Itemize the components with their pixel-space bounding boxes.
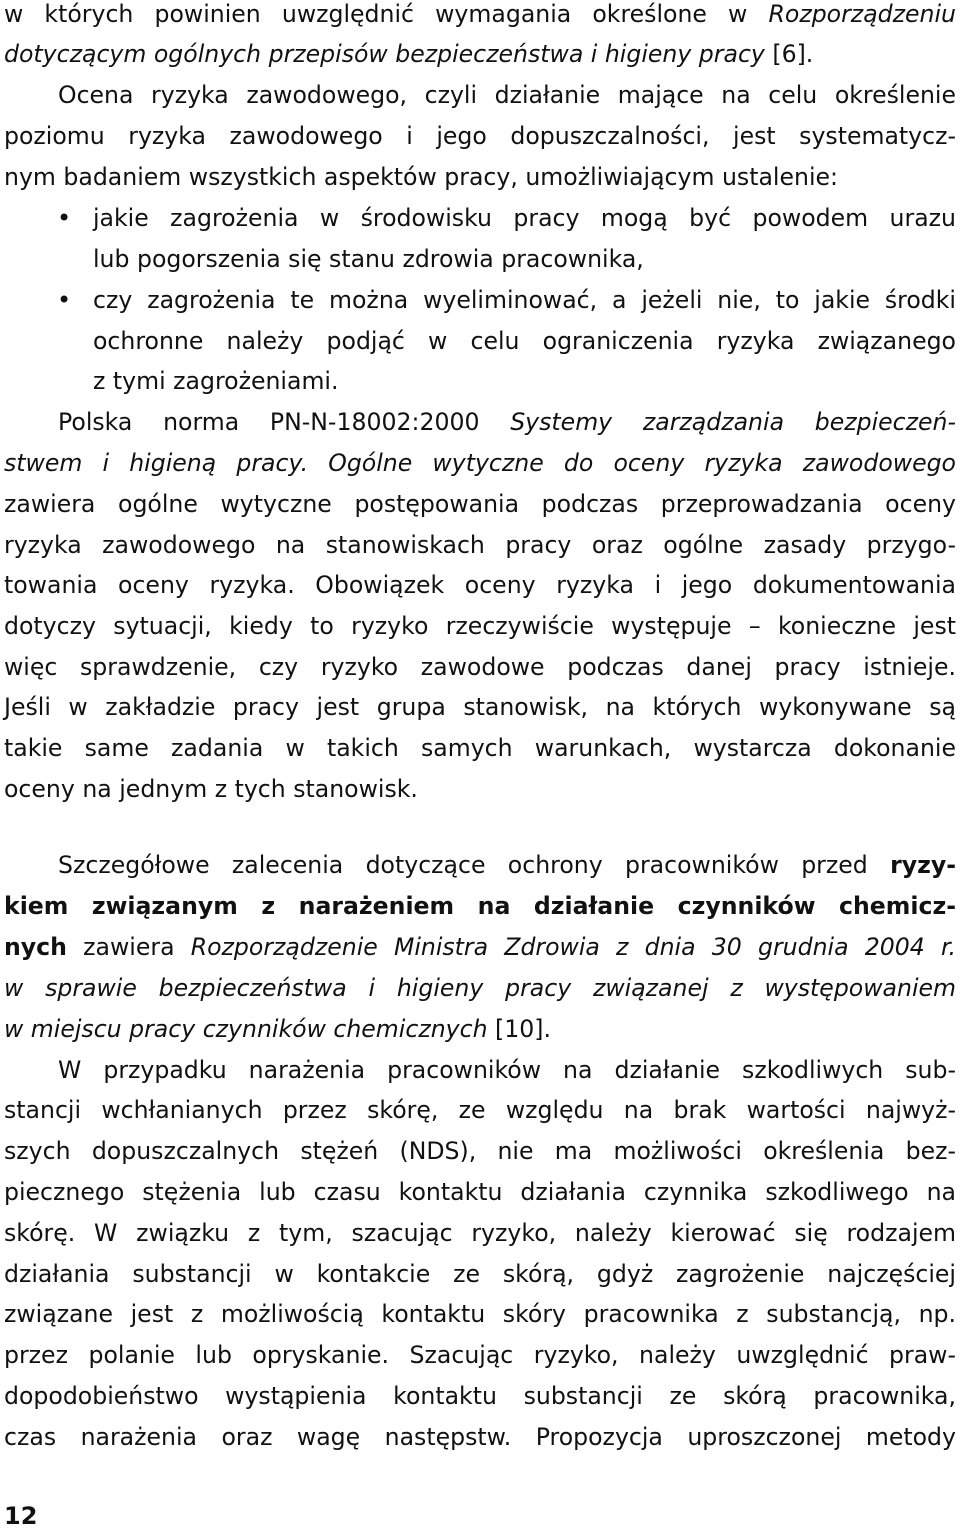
text-line: Jeśli w zakładzie pracy jest grupa stanowisk, na których wykonywane są	[4, 693, 956, 721]
text-line: stwem i higieną pracy. Ogólne wytyczne do oceny ryzyka zawodowego	[4, 449, 956, 477]
text-line	[4, 0, 956, 34]
text-line: zawiera ogólne wytyczne postępowania podczas przeprowadzania oceny	[4, 490, 956, 518]
italic-span: Systemy zarządzania bezpieczeń-	[510, 408, 956, 436]
text-span: [6].	[764, 40, 814, 68]
text-line	[4, 927, 956, 967]
text-line	[4, 1009, 956, 1049]
text-line: dopodobieństwo wystąpienia kontaktu substancji ze skórą pracownika,	[4, 1382, 956, 1410]
italic-span: Rozporządzenie Ministra Zdrowia z dnia 30 grudnia 2004 r.	[190, 933, 956, 961]
italic-span: w miejscu pracy czynników chemicznych	[4, 1015, 488, 1043]
text-line: czas narażenia oraz wagę następstw. Propozycja uproszczonej metody	[4, 1423, 956, 1451]
text-line: oceny na jednym z tych stanowisk.	[4, 775, 418, 803]
text-span: w których powinien uwzględnić wymagania określone w	[4, 0, 769, 28]
text-line: skórę. W związku z tym, szacując ryzyko, należy kierować się rodzajem	[4, 1219, 956, 1247]
text-span: Polska norma PN-N-18002:2000	[58, 408, 511, 436]
text-line: nym badaniem wszystkich aspektów pracy, umożliwiającym ustalenie:	[4, 163, 838, 191]
text-line	[58, 402, 956, 442]
text-line: przez polanie lub opryskanie. Szacując ryzyko, należy uwzględnić praw-	[4, 1341, 956, 1369]
list-item-line: jakie zagrożenia w środowisku pracy mogą być powodem urazu	[93, 204, 956, 232]
page-number: 12	[4, 1502, 38, 1530]
text-line: piecznego stężenia lub czasu kontaktu działania czynnika szkodliwego na	[4, 1178, 956, 1206]
list-item-line: czy zagrożenia te można wyeliminować, a jeżeli nie, to jakie środki	[93, 286, 956, 314]
text-line: związane jest z możliwością kontaktu skóry pracownika z substancją, np.	[4, 1300, 956, 1328]
text-line: ryzyka zawodowego na stanowiskach pracy oraz ogólne zasady przygo-	[4, 531, 956, 559]
italic-span: Rozporządzeniu	[768, 0, 956, 28]
text-line: towania oceny ryzyka. Obowiązek oceny ryzyka i jego dokumentowania	[4, 571, 956, 599]
list-item-line: lub pogorszenia się stanu zdrowia pracownika,	[93, 245, 644, 273]
text-line: w sprawie bezpieczeństwa i higieny pracy związanej z występowaniem	[4, 974, 956, 1002]
text-line: Ocena ryzyka zawodowego, czyli działanie mające na celu określenie	[58, 81, 956, 109]
bold-span: nych	[4, 933, 67, 961]
text-line: kiem związanym z narażeniem na działanie czynników chemicz-	[4, 892, 956, 920]
list-item-line: ochronne należy podjąć w celu ograniczenia ryzyka związanego	[93, 327, 956, 355]
text-span: zawiera	[66, 933, 191, 961]
bullet-icon: •	[57, 286, 72, 314]
bullet-icon: •	[57, 204, 72, 232]
italic-span: dotyczącym ogólnych przepisów bezpieczeństwa i higieny pracy	[4, 40, 765, 68]
text-line: takie same zadania w takich samych warunkach, wystarcza dokonanie	[4, 734, 956, 762]
text-line	[58, 845, 956, 885]
text-span: [10].	[487, 1015, 551, 1043]
text-line: szych dopuszczalnych stężeń (NDS), nie ma możliwości określenia bez-	[4, 1137, 956, 1165]
text-line: poziomu ryzyka zawodowego i jego dopuszczalności, jest systematycz-	[4, 122, 956, 150]
bold-span: ryzy-	[890, 851, 956, 879]
text-line: więc sprawdzenie, czy ryzyko zawodowe podczas danej pracy istnieje.	[4, 653, 956, 681]
text-line: dotyczy sytuacji, kiedy to ryzyko rzeczywiście występuje – konieczne jest	[4, 612, 956, 640]
text-line: działania substancji w kontakcie ze skórą, gdyż zagrożenie najczęściej	[4, 1260, 956, 1288]
text-line	[4, 34, 956, 74]
text-line: W przypadku narażenia pracowników na działanie szkodliwych sub-	[58, 1056, 956, 1084]
text-span: Szczegółowe zalecenia dotyczące ochrony pracowników przed	[58, 851, 891, 879]
text-line: stancji wchłanianych przez skórę, ze względu na brak wartości najwyż-	[4, 1096, 956, 1124]
list-item-line: z tymi zagrożeniami.	[93, 367, 339, 395]
